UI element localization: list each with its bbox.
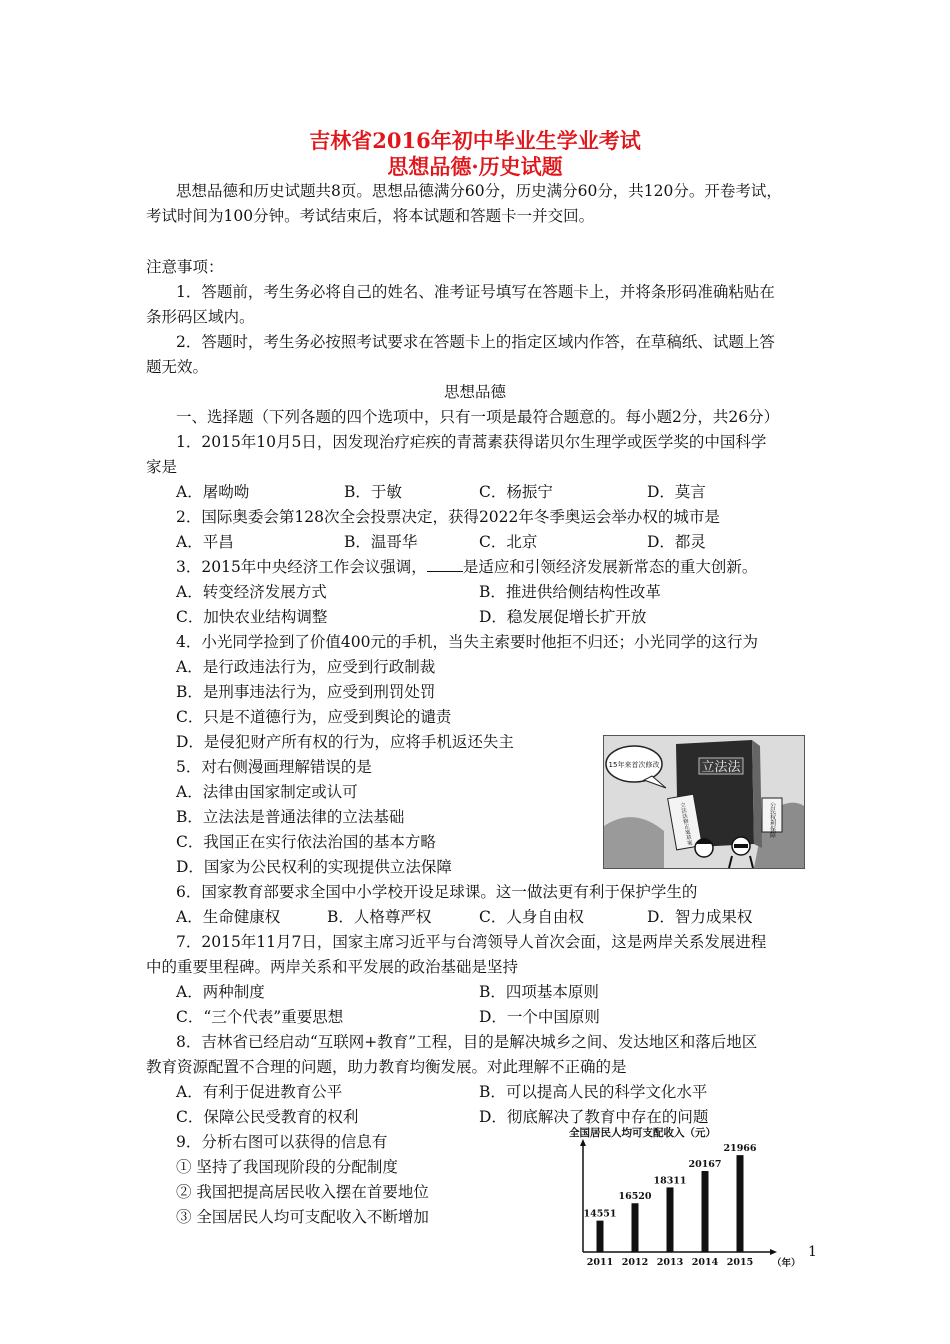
- q8-stem-line2: 教育资源配置不合理的问题，助力教育均衡发展。对此理解不正确的是: [146, 1058, 627, 1076]
- comic-ribbon-text: 立法法修正案草案: [678, 801, 693, 847]
- q6-option-d: D．智力成果权: [647, 908, 753, 926]
- q6-option-a: A．生命健康权: [176, 908, 281, 926]
- notice-item1-line1: 1．答题前，考生务必将自己的姓名、准考证号填写在答题卡上，并将条形码准确粘贴在: [176, 283, 775, 301]
- bar-2015: [737, 1155, 744, 1252]
- q2-option-d: D．都灵: [647, 533, 706, 551]
- comic-book-title: 立法法: [701, 760, 741, 775]
- q5-option-b: B．立法法是普通法律的立法基础: [176, 808, 405, 826]
- q8-stem-line1: 8．吉林省已经启动“互联网+教育”工程，目的是解决城乡之间、发达地区和落后地区: [176, 1033, 758, 1051]
- q3-option-b: B．推进供给侧结构性改革: [479, 583, 661, 601]
- data-label-2011: 14551: [583, 1208, 617, 1220]
- q7-option-d: D．一个中国原则: [479, 1008, 600, 1026]
- q1-option-d: D．莫言: [647, 483, 706, 501]
- q9-statement-3: ③ 全国居民人均可支配收入不断增加: [176, 1208, 429, 1226]
- q8-option-b: B．可以提高人民的科学文化水平: [479, 1083, 708, 1101]
- q3-stem-before: 3．2015年中央经济工作会议强调，: [176, 558, 427, 576]
- bar-2014: [702, 1171, 709, 1252]
- q1-option-b: B．于敏: [344, 483, 402, 501]
- x-axis-arrow: [770, 1249, 777, 1255]
- subject-heading: 思想品德: [443, 383, 506, 401]
- q3-option-a: A．转变经济发展方式: [176, 583, 327, 601]
- data-label-2015: 21966: [723, 1143, 757, 1155]
- q1-option-c: C．杨振宁: [479, 483, 553, 501]
- chart-title: 全国居民人均可支配收入（元）: [569, 1127, 716, 1139]
- intro-line2: 考试时间为100分钟。考试结束后，将本试题和答题卡一并交回。: [146, 207, 595, 225]
- tick-label-2012: 2012: [621, 1257, 649, 1268]
- q3-stem-after: 是适应和引领经济发展新常态的重大创新。: [462, 558, 758, 576]
- q8-option-c: C．保障公民受教育的权利: [176, 1108, 359, 1126]
- notice-heading: 注意事项：: [146, 258, 224, 276]
- tick-label-2011: 2011: [586, 1257, 614, 1268]
- q4-stem: 4．小光同学捡到了价值400元的手机，当失主索要时他拒不归还；小光同学的这行为: [176, 633, 758, 651]
- y-axis-arrow: [580, 1139, 586, 1146]
- q4-option-a: A．是行政违法行为，应受到行政制裁: [176, 658, 436, 676]
- comic-bubble-text: 15年来首次修改: [608, 761, 660, 769]
- bar-2011: [597, 1221, 604, 1252]
- x-axis-label: （年）: [772, 1258, 801, 1269]
- q2-option-c: C．北京: [479, 533, 538, 551]
- q6-stem: 6．国家教育部要求全国中小学校开设足球课。这一做法更有利于保护学生的: [176, 883, 698, 901]
- tick-label-2013: 2013: [656, 1257, 684, 1268]
- q1-stem-line1: 1．2015年10月5日，因发现治疗疟疾的青蒿素获得诺贝尔生理学或医学奖的中国科学: [176, 433, 767, 451]
- notice-item2-line2: 题无效。: [146, 358, 209, 376]
- bar-2012: [632, 1203, 639, 1252]
- q2-option-b: B．温哥华: [344, 533, 418, 551]
- q8-option-a: A．有利于促进教育公平: [176, 1083, 343, 1101]
- q1-stem-line2: 家是: [146, 458, 178, 476]
- q2-option-a: A．平昌: [176, 533, 234, 551]
- q7-option-a: A．两种制度: [176, 983, 265, 1001]
- intro-line1: 思想品德和历史试题共8页。思想品德满分60分，历史满分60分，共120分。开卷考试，: [176, 182, 782, 200]
- section-heading: 一、选择题（下列各题的四个选项中，只有一项是最符合题意的。每小题2分，共26分）: [176, 408, 780, 426]
- q4-option-c: C．只是不道德行为，应受到舆论的谴责: [176, 708, 452, 726]
- q5-option-d: D．国家为公民权利的实现提供立法保障: [176, 858, 452, 876]
- income-bar-chart: [565, 1124, 805, 1274]
- q3-stem: [176, 557, 757, 577]
- exam-title-line2: 思想品德·历史试题: [387, 154, 563, 179]
- q9-statement-2: ② 我国把提高居民收入摆在首要地位: [176, 1183, 429, 1201]
- data-label-2012: 16520: [618, 1191, 652, 1203]
- notice-item2-line1: 2．答题时，考生务必按照考试要求在答题卡上的指定区域内作答，在草稿纸、试题上答: [176, 333, 775, 351]
- notice-item1-line2: 条形码区域内。: [146, 308, 255, 326]
- q6-option-b: B．人格尊严权: [327, 908, 432, 926]
- q5-option-a: A．法律由国家制定或认可: [176, 783, 358, 801]
- q1-option-a: A．屠呦呦: [176, 483, 250, 501]
- comic-drawing: [604, 736, 804, 868]
- q7-option-b: B．四项基本原则: [479, 983, 599, 1001]
- q9-stem: 9．分析右图可以获得的信息有: [176, 1133, 388, 1151]
- bar-2013: [667, 1187, 674, 1252]
- tick-label-2014: 2014: [691, 1257, 719, 1268]
- q3-blank: [427, 557, 463, 572]
- q8-option-d: D．彻底解决了教育中存在的问题: [479, 1108, 709, 1126]
- data-label-2014: 20167: [688, 1159, 722, 1171]
- law-comic-image: [603, 735, 805, 869]
- q7-option-c: C．“三个代表”重要思想: [176, 1008, 344, 1026]
- page-number: 1: [808, 1244, 817, 1260]
- q3-option-c: C．加快农业结构调整: [176, 608, 328, 626]
- tick-label-2015: 2015: [726, 1257, 754, 1268]
- q9-statement-1: ① 坚持了我国现阶段的分配制度: [176, 1158, 398, 1176]
- q6-option-c: C．人身自由权: [479, 908, 584, 926]
- q3-option-d: D．稳发展促增长扩开放: [479, 608, 647, 626]
- chart-svg: [565, 1124, 805, 1274]
- q4-option-b: B．是刑事违法行为，应受到刑罚处罚: [176, 683, 436, 701]
- q7-stem-line1: 7．2015年11月7日，国家主席习近平与台湾领导人首次会面，这是两岸关系发展进程: [176, 933, 767, 951]
- q5-stem: 5．对右侧漫画理解错误的是: [176, 758, 372, 776]
- data-label-2013: 18311: [653, 1175, 687, 1187]
- q7-stem-line2: 中的重要里程碑。两岸关系和平发展的政治基础是坚持: [146, 958, 519, 976]
- q5-option-c: C．我国正在实行依法治国的基本方略: [176, 833, 436, 851]
- comic-sign-text: 公民权利保障: [768, 802, 776, 838]
- exam-title-line1: 吉林省2016年初中毕业生学业考试: [309, 128, 641, 153]
- q2-stem: 2．国际奥委会第128次全会投票决定，获得2022年冬季奥运会举办权的城市是: [176, 508, 720, 526]
- q4-option-d: D．是侵犯财产所有权的行为，应将手机返还失主: [176, 733, 514, 751]
